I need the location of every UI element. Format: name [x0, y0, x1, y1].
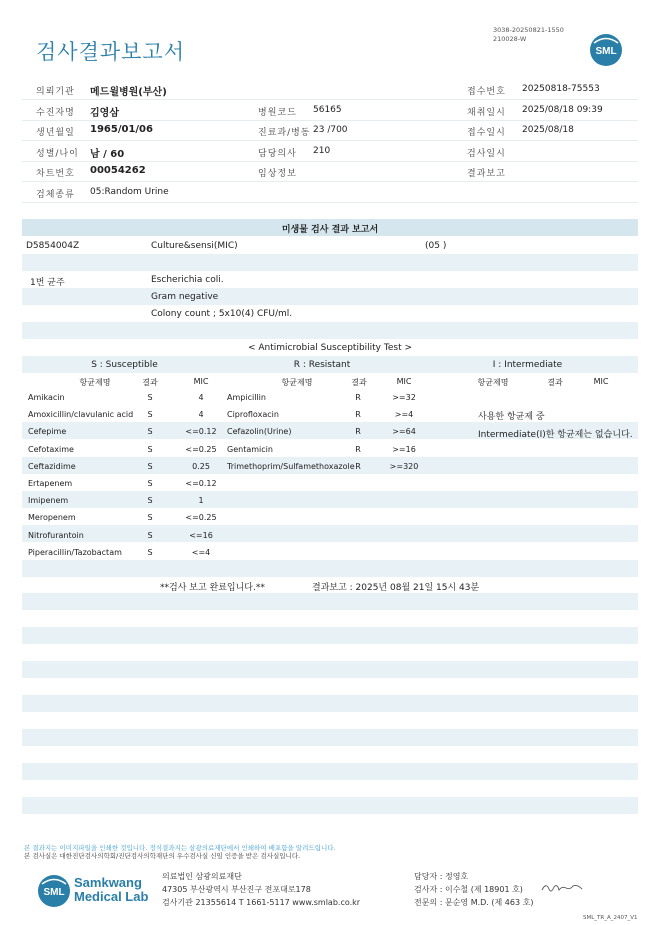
- ast-cell-mic: 0.25: [192, 461, 210, 471]
- staff-info: 담당자 : 정영호 검사자 : 이수철 (제 18901 호) 전문의 : 문순영 M.D. (제 463 호): [414, 872, 534, 907]
- legend-intermediate: I : Intermediate: [492, 360, 563, 370]
- header-value: 2025/08/18: [522, 125, 574, 135]
- ast-cell-antibiotic: Ampicillin: [227, 393, 266, 402]
- ast-row-band: [22, 560, 638, 577]
- ast-cell-antibiotic: Cefazolin(Urine): [227, 427, 292, 437]
- header-row: [22, 80, 638, 100]
- ast-cell-antibiotic: Amoxicillin/clavulanic acid: [28, 410, 134, 420]
- ast-cell-result: R: [355, 461, 361, 471]
- ast-cell-result: S: [147, 513, 153, 523]
- ast-cell-mic: <=4: [191, 547, 211, 557]
- section-title: 미생물 검사 결과 보고서: [281, 225, 379, 235]
- header-value: 1965/01/06: [90, 124, 153, 135]
- col-result-3: 결과: [547, 378, 563, 387]
- footer-logo-text: Samkwang Medical Lab: [74, 875, 149, 904]
- legend-resistant: R : Resistant: [293, 360, 351, 370]
- col-mic-1: MIC: [193, 377, 209, 386]
- ast-row-band: [22, 525, 638, 542]
- ast-cell-result: S: [147, 444, 153, 454]
- svg-text:SML: SML: [43, 887, 65, 898]
- legend-susceptible: S : Susceptible: [91, 360, 158, 370]
- report-time-text: 결과보고 : 2025년 08월 21일 15시 43분: [312, 583, 480, 593]
- header-label: 채취일시: [467, 107, 506, 118]
- isolate-gram: Gram negative: [151, 292, 219, 302]
- col-result-2: 결과: [351, 378, 367, 387]
- ast-cell-result: R: [355, 444, 361, 454]
- row-band: [22, 729, 638, 746]
- ast-cell-mic: <=0.25: [185, 513, 217, 523]
- report-complete-text: **검사 보고 완료입니다.**: [160, 583, 265, 593]
- header-label: 수진자명: [36, 107, 75, 118]
- row-band: [22, 627, 638, 644]
- col-drug-3: 항균제명: [477, 378, 509, 387]
- intermediate-note-1: 사용한 항균제 중: [478, 412, 545, 422]
- org-info: 의료법인 삼광의료재단 47305 부산광역시 부산진구 전포대로178 검사기관 21355614 T 1661-5117 www.smlab.co.kr: [162, 872, 361, 907]
- row-band: [22, 593, 638, 610]
- ast-cell-antibiotic: Piperacillin/Tazobactam: [28, 547, 122, 557]
- ast-cell-antibiotic: Cefotaxime: [28, 444, 74, 454]
- ast-cell-result: S: [147, 496, 153, 506]
- ast-cell-antibiotic: Cefepime: [28, 427, 67, 437]
- test-name: Culture&sensi(MIC): [151, 241, 238, 251]
- signature-icon: [540, 880, 584, 896]
- ast-cell-mic: 4: [198, 410, 204, 420]
- row-band: [22, 254, 638, 271]
- ast-cell-result: S: [147, 427, 153, 437]
- ast-row-band: [22, 491, 638, 508]
- header-label: 담당의사: [258, 148, 297, 159]
- header-value: 20250818-75553: [522, 84, 600, 94]
- ast-cell-result: R: [355, 393, 361, 402]
- footer-logo: [36, 873, 149, 913]
- ast-cell-antibiotic: Amikacin: [28, 393, 65, 402]
- header-label: 임상정보: [258, 169, 297, 179]
- ast-cell-antibiotic: Ciprofloxacin: [227, 410, 279, 420]
- col-mic-2: MIC: [396, 377, 412, 386]
- col-drug-2: 항균제명: [281, 378, 313, 387]
- isolate-organism: Escherichia coli.: [151, 275, 224, 285]
- isolate-colony-count: Colony count ; 5x10(4) CFU/ml.: [151, 309, 293, 319]
- ast-cell-result: S: [147, 479, 153, 488]
- isolate-label: 1번 균주: [30, 278, 65, 288]
- ast-cell-result: R: [355, 410, 361, 420]
- row-band: [22, 763, 638, 780]
- header-value: 56165: [313, 104, 342, 115]
- header-row: [22, 101, 638, 121]
- header-value: 23 /700: [313, 125, 348, 135]
- header-label: 차트번호: [36, 169, 75, 179]
- col-mic-3: MIC: [593, 377, 609, 386]
- ast-cell-mic: <=16: [189, 530, 213, 540]
- ast-cell-mic: <=0.25: [185, 444, 217, 454]
- header-row: [22, 142, 638, 162]
- accreditation-notice: 본 검사실은 대한진단검사의학회/진단검사의학재단의 우수검사실 신임 인증을 받은 검사실입니다.: [24, 852, 301, 860]
- ast-cell-antibiotic: Ceftazidime: [28, 461, 76, 471]
- ast-cell-result: S: [147, 410, 153, 420]
- ast-cell-mic: >=320: [389, 461, 419, 471]
- header-label: 접수일시: [467, 128, 506, 138]
- header-value: 00054262: [90, 165, 146, 176]
- footer-sml-icon: [36, 873, 76, 909]
- col-drug-1: 항균제명: [79, 378, 111, 387]
- header-value: 메드윌병원(부산): [90, 87, 167, 98]
- header-label: 진료과/병동: [258, 128, 311, 138]
- row-band: [22, 288, 638, 305]
- ast-cell-mic: >=64: [392, 427, 416, 437]
- header-value: 05:Random Urine: [90, 186, 169, 197]
- sml-logo-text: SML: [595, 46, 617, 57]
- ast-cell-mic: >=4: [394, 410, 414, 420]
- document-number-line1: 3038-20250821-1550: [493, 26, 564, 34]
- header-row: [22, 162, 638, 182]
- ast-cell-result: R: [355, 427, 361, 437]
- row-band: [22, 695, 638, 712]
- ast-cell-result: S: [147, 530, 153, 540]
- ast-cell-mic: 1: [198, 496, 204, 506]
- header-label: 생년월일: [36, 128, 75, 138]
- ast-cell-antibiotic: Trimethoprim/Sulfamethoxazole: [227, 461, 355, 471]
- document-number-line2: 210028-W: [493, 35, 527, 43]
- sml-logo-icon: [588, 32, 624, 68]
- ast-cell-antibiotic: Gentamicin: [227, 444, 273, 454]
- image-notice: 본 결과지는 이미지파일을 인쇄한 것입니다. 정식결과지는 삼광의료재단에서 인쇄하여 배포함을 알려드립니다.: [24, 844, 336, 852]
- ast-cell-result: S: [147, 393, 153, 402]
- ast-title: < Antimicrobial Susceptibility Test >: [248, 343, 412, 353]
- intermediate-note-2: Intermediate(I)한 항균제는 없습니다.: [478, 430, 633, 440]
- ast-cell-mic: <=0.12: [185, 427, 217, 437]
- header-value: 남 / 60: [90, 148, 125, 160]
- ast-cell-antibiotic: Nitrofurantoin: [28, 530, 84, 540]
- header-label: 검체종류: [36, 189, 75, 200]
- ast-cell-antibiotic: Meropenem: [28, 513, 76, 523]
- header-label: 검사일시: [467, 148, 506, 159]
- header-value: 210: [313, 145, 331, 156]
- header-row: [22, 183, 638, 203]
- ast-cell-mic: <=0.12: [185, 479, 217, 488]
- document-number: [493, 26, 564, 44]
- ast-cell-result: S: [147, 461, 153, 471]
- ast-cell-mic: 4: [198, 393, 204, 402]
- row-band: [22, 797, 638, 814]
- ast-cell-mic: >=32: [392, 393, 416, 402]
- header-value: 김영삼: [90, 107, 119, 119]
- row-band: [22, 661, 638, 678]
- header-label: 결과보고: [467, 169, 506, 179]
- col-result-1: 결과: [142, 378, 158, 387]
- header-value: 2025/08/18 09:39: [522, 104, 603, 115]
- ast-cell-antibiotic: Ertapenem: [28, 479, 73, 488]
- header-label: 의뢰기관: [36, 87, 75, 97]
- ast-cell-result: S: [147, 547, 153, 557]
- form-code: SML_TR_A_2407_V1: [583, 915, 638, 921]
- header-label: 접수번호: [467, 87, 506, 97]
- ast-cell-antibiotic: Imipenem: [28, 496, 69, 506]
- header-label: 병원코드: [258, 107, 297, 118]
- row-band: [22, 322, 638, 339]
- page-title: 검사결과보고서: [36, 40, 186, 64]
- header-row: [22, 121, 638, 141]
- test-number: (05 ): [425, 241, 447, 251]
- test-code: D5854004Z: [26, 241, 80, 251]
- header-label: 성별/나이: [36, 148, 79, 159]
- ast-cell-mic: >=16: [392, 444, 416, 454]
